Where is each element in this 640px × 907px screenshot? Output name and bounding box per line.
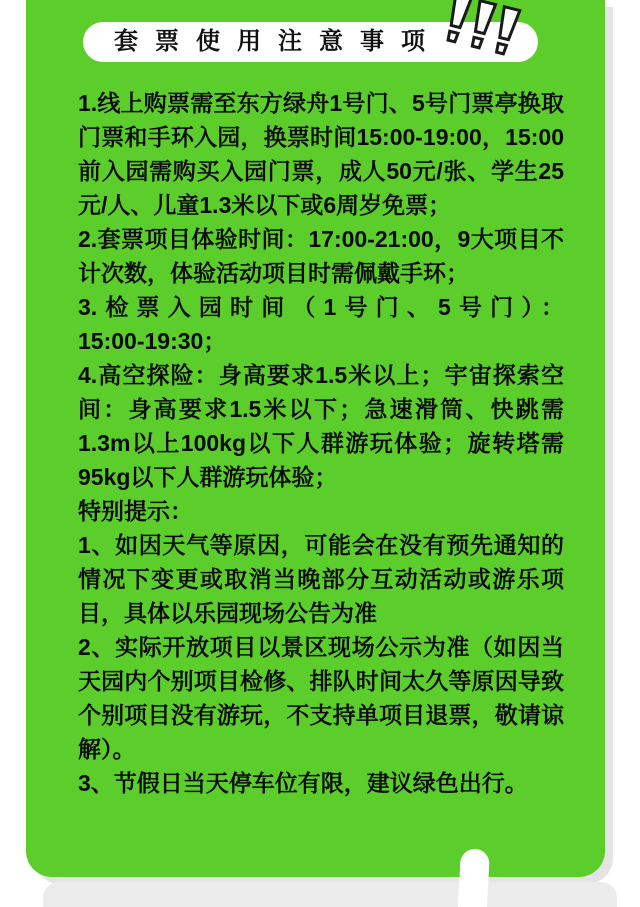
special-tip-2: 2、实际开放项目以景区现场公示为准（如因当天园内个别项目检修、排队时间太久等原因导致个别项目没有游玩，不支持单项目退票，敬请谅解）。 bbox=[78, 634, 564, 762]
notice-item-2: 2.套票项目体验时间：17:00-21:00，9大项目不计次数，体验活动项目时需佩戴手环； bbox=[78, 226, 564, 286]
exclamation-bar-2 bbox=[473, 1, 496, 35]
notice-item-3-line-2: 15:00-19:30； bbox=[78, 328, 227, 354]
triple-exclamation-icon bbox=[440, 0, 524, 64]
page-title: 套票使用注意事项 bbox=[114, 28, 442, 55]
next-section-exclamation-peek bbox=[458, 848, 490, 907]
notice-content bbox=[78, 86, 564, 800]
exclamation-dot-2 bbox=[472, 37, 482, 48]
notice-card bbox=[26, 0, 605, 877]
special-tip-1: 1、如因天气等原因，可能会在没有预先通知的情况下变更或取消当晚部分互动活动或游乐项目，具体以乐园现场公告为准 bbox=[78, 532, 564, 626]
notice-item-4: 4.高空探险：身高要求1.5米以上；宇宙探索空间：身高要求1.5米以下；急速滑筒、快跳需1.3m以上100kg以下人群游玩体验；旋转塔需95kg以下人群游玩体验； bbox=[78, 362, 564, 490]
exclamation-bar-1 bbox=[448, 0, 471, 29]
exclamation-dot-1 bbox=[448, 31, 458, 42]
notice-item-3-line-1: 3.检票入园时间（1号门、5号门）： bbox=[78, 294, 564, 320]
exclamation-group bbox=[445, 0, 520, 55]
notice-item-3 bbox=[78, 290, 564, 358]
special-tips-heading: 特别提示： bbox=[78, 498, 193, 524]
next-card-top-edge bbox=[43, 882, 617, 907]
special-tip-3: 3、节假日当天停车位有限，建议绿色出行。 bbox=[78, 770, 528, 796]
notice-item-1: 1.线上购票需至东方绿舟1号门、5号门票亭换取门票和手环入园，换票时间15:00-19:00，15:00前入园需购买入园门票，成人50元/张、学生25元/人、儿童1.3米以下或6周岁免票； bbox=[78, 90, 564, 218]
exclamation-bar-3 bbox=[497, 7, 520, 41]
exclamation-dot-3 bbox=[496, 43, 506, 54]
